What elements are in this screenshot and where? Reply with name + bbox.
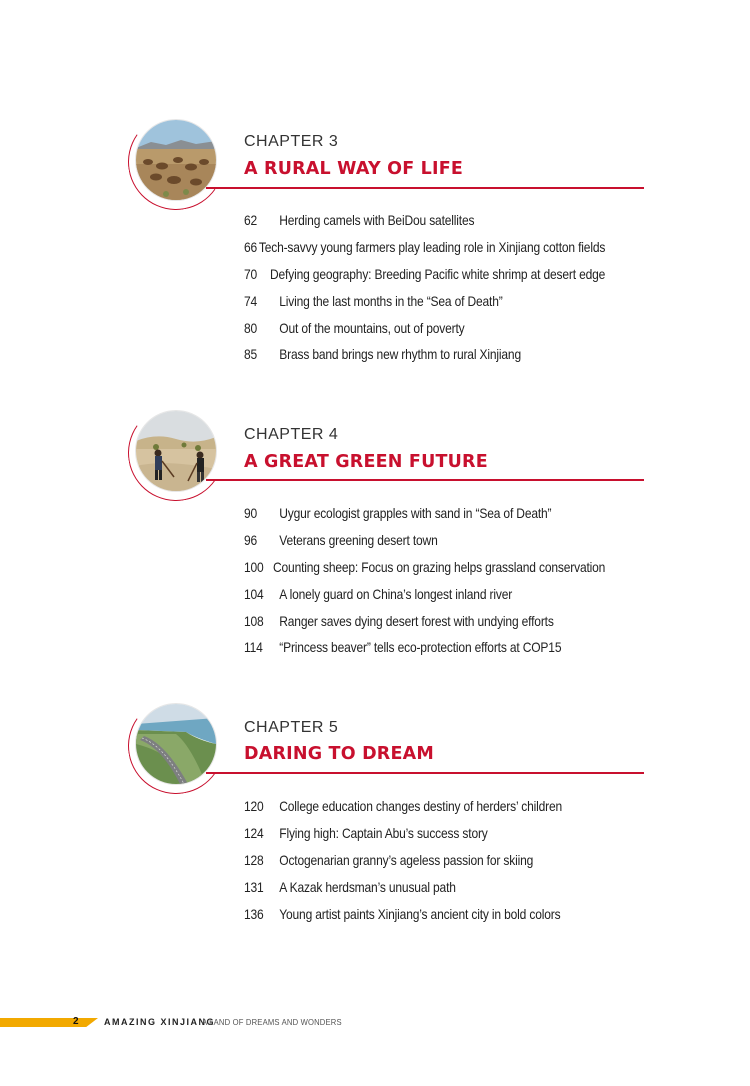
- toc-entry-title: Uygur ecologist grapples with sand in “Sea of Death”: [279, 505, 552, 522]
- chapter-label: CHAPTER 5: [244, 719, 339, 736]
- footer-subtitle: A LAND OF DREAMS AND WONDERS: [202, 1017, 342, 1027]
- chapter-divider: [206, 772, 644, 774]
- toc-page-number: 120: [244, 798, 264, 815]
- toc-entry[interactable]: [244, 847, 605, 874]
- toc-entry[interactable]: [244, 873, 605, 900]
- toc-entry[interactable]: [244, 314, 605, 341]
- footer-accent-bar: [0, 1018, 98, 1027]
- toc-page-number: 108: [244, 612, 264, 629]
- toc-entry-title: Tech-savvy young farmers play leading role in Xinjiang cotton fields: [258, 239, 606, 256]
- chapter-label: CHAPTER 4: [244, 426, 339, 443]
- toc-entry-title: Octogenarian granny’s ageless passion for skiing: [279, 851, 534, 868]
- toc-entry-title: Flying high: Captain Abu’s success story: [279, 825, 488, 842]
- toc-entry-title: Herding camels with BeiDou satellites: [279, 212, 475, 229]
- chapter-4-image: [136, 411, 216, 491]
- toc-list: [244, 500, 664, 661]
- toc-entry[interactable]: [244, 527, 605, 554]
- toc-entry-title: “Princess beaver” tells eco-protection efforts at COP15: [279, 639, 562, 656]
- toc-entry-title: A Kazak herdsman’s unusual path: [279, 878, 456, 895]
- toc-entry-title: Brass band brings new rhythm to rural Xinjiang: [279, 346, 521, 363]
- chapter-title: DARING TO DREAM: [244, 744, 434, 764]
- toc-entry-title: Veterans greening desert town: [279, 532, 438, 549]
- toc-entry[interactable]: [244, 820, 605, 847]
- toc-entry-title: Ranger saves dying desert forest with undying efforts: [279, 612, 554, 629]
- toc-entry[interactable]: [244, 261, 605, 288]
- toc-entry[interactable]: [244, 580, 605, 607]
- toc-entry[interactable]: [244, 607, 605, 634]
- toc-page-number: 90: [244, 505, 258, 522]
- chapter-title: A GREAT GREEN FUTURE: [244, 452, 488, 472]
- toc-entry[interactable]: [244, 207, 605, 234]
- toc-list: [244, 207, 664, 368]
- toc-list: [244, 793, 664, 927]
- toc-page-number: 74: [244, 292, 258, 309]
- toc-entry[interactable]: [244, 500, 605, 527]
- chapter-divider: [206, 187, 644, 189]
- chapter-3-image: [136, 120, 216, 200]
- toc-entry-title: Living the last months in the “Sea of Death”: [279, 292, 503, 309]
- toc-page-number: 96: [244, 532, 258, 549]
- toc-page-number: 124: [244, 825, 264, 842]
- chapter-title: A RURAL WAY OF LIFE: [244, 159, 464, 179]
- toc-entry[interactable]: [244, 234, 605, 261]
- toc-entry-title: College education changes destiny of herders’ children: [279, 798, 563, 815]
- toc-page-number: 128: [244, 851, 264, 868]
- toc-entry-title: A lonely guard on China’s longest inland river: [279, 585, 513, 602]
- toc-entry-title: Out of the mountains, out of poverty: [279, 319, 465, 336]
- toc-entry[interactable]: [244, 793, 605, 820]
- toc-entry[interactable]: [244, 634, 605, 661]
- toc-page-number: 114: [244, 639, 263, 656]
- toc-page-number: 62: [244, 212, 258, 229]
- toc-page-number: 70: [244, 265, 258, 282]
- footer-brand: AMAZING XINJIANG: [104, 1017, 216, 1027]
- toc-page-number: 80: [244, 319, 258, 336]
- page-number: 2: [73, 1016, 79, 1027]
- chapter-label: CHAPTER 3: [244, 133, 339, 150]
- toc-entry[interactable]: [244, 287, 605, 314]
- chapter-5-image: [136, 704, 216, 784]
- toc-page-number: 85: [244, 346, 258, 363]
- toc-page-number: 131: [244, 878, 264, 895]
- toc-entry-title: Young artist paints Xinjiang’s ancient city in bold colors: [279, 905, 561, 922]
- toc-entry[interactable]: [244, 341, 605, 368]
- toc-entry-title: Defying geography: Breeding Pacific white shrimp at desert edge: [270, 265, 606, 282]
- toc-page-number: 100: [244, 558, 264, 575]
- toc-page-number: 136: [244, 905, 264, 922]
- toc-entry[interactable]: [244, 900, 605, 927]
- toc-page-number: 104: [244, 585, 264, 602]
- chapter-divider: [206, 479, 644, 481]
- toc-entry-title: Counting sheep: Focus on grazing helps grassland conservation: [272, 558, 606, 575]
- toc-entry[interactable]: [244, 554, 605, 581]
- toc-page-number: 66: [244, 239, 258, 256]
